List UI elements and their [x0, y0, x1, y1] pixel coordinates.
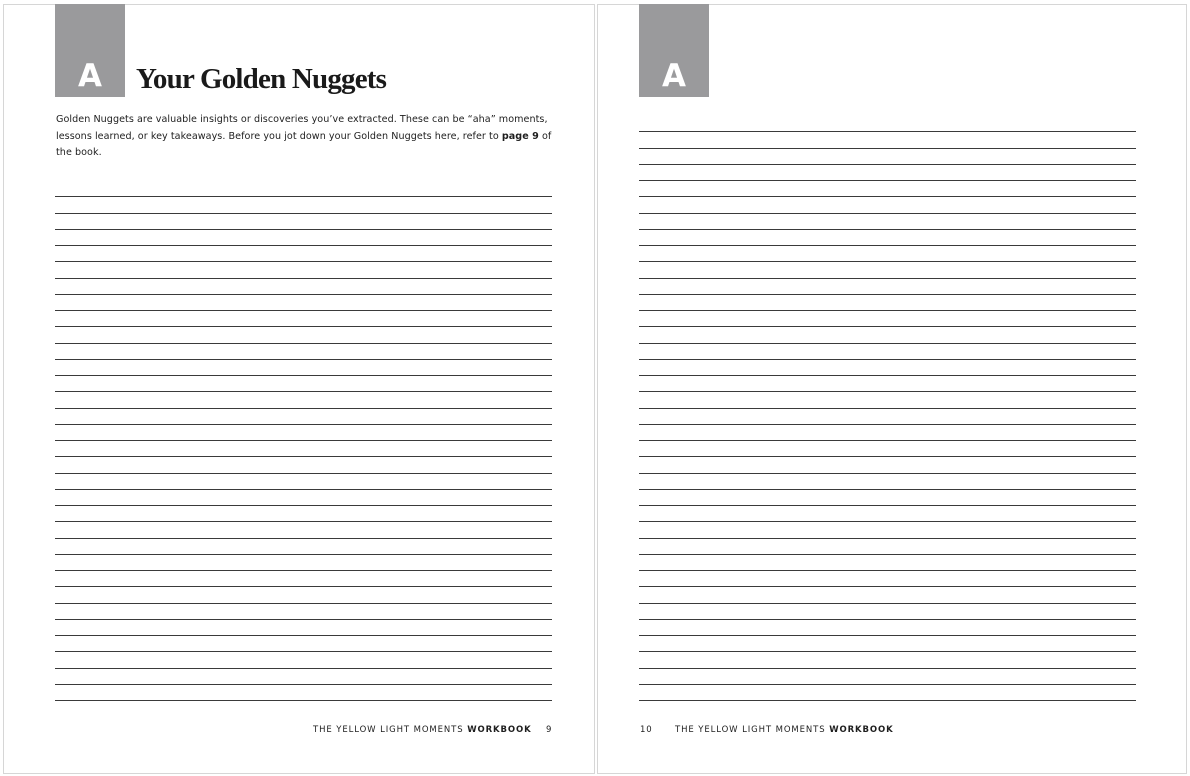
writing-line[interactable]	[639, 587, 1136, 603]
writing-line[interactable]	[55, 669, 552, 685]
section-tab	[55, 4, 125, 97]
writing-line[interactable]	[55, 279, 552, 295]
footer-title-bold: WORKBOOK	[467, 725, 532, 735]
writing-line[interactable]	[639, 311, 1136, 327]
footer-book-title	[313, 725, 532, 735]
writing-line[interactable]	[639, 262, 1136, 278]
writing-line[interactable]	[639, 457, 1136, 473]
footer-book-title	[675, 725, 894, 735]
page-number: 10	[640, 725, 653, 735]
writing-line[interactable]	[639, 652, 1136, 668]
footer-title-bold: WORKBOOK	[829, 725, 894, 735]
intro-text: Golden Nuggets are valuable insights or discoveries you’ve extracted. These can be “aha” moments, lessons learned, or key takeaways. Before you jot down your Golden Nuggets here, refer to	[56, 114, 548, 142]
writing-line[interactable]	[639, 636, 1136, 652]
intro-text-end: of the book.	[56, 130, 552, 158]
writing-line[interactable]	[639, 620, 1136, 636]
page-title: Your Golden Nuggets	[136, 63, 387, 95]
writing-line[interactable]	[55, 555, 552, 571]
writing-line[interactable]	[639, 506, 1136, 522]
writing-line[interactable]	[55, 262, 552, 278]
intro-paragraph	[56, 112, 554, 162]
writing-line[interactable]	[639, 539, 1136, 555]
left-page	[3, 4, 595, 774]
writing-line[interactable]	[639, 425, 1136, 441]
writing-line[interactable]	[55, 490, 552, 506]
writing-line[interactable]	[55, 246, 552, 262]
section-letter: A	[78, 58, 102, 94]
writing-line[interactable]	[55, 181, 552, 197]
writing-line[interactable]	[55, 311, 552, 327]
writing-line[interactable]	[639, 392, 1136, 408]
writing-line[interactable]	[55, 197, 552, 213]
writing-line[interactable]	[639, 327, 1136, 343]
writing-line[interactable]	[639, 246, 1136, 262]
writing-lines[interactable]	[639, 116, 1136, 701]
writing-line[interactable]	[55, 360, 552, 376]
page-number: 9	[546, 725, 553, 735]
writing-line[interactable]	[639, 149, 1136, 165]
footer-title-regular: THE YELLOW LIGHT MOMENTS	[675, 725, 830, 735]
writing-line[interactable]	[55, 522, 552, 538]
writing-line[interactable]	[639, 181, 1136, 197]
writing-line[interactable]	[639, 344, 1136, 360]
writing-line[interactable]	[55, 376, 552, 392]
writing-line[interactable]	[55, 295, 552, 311]
writing-line[interactable]	[639, 490, 1136, 506]
writing-line[interactable]	[55, 230, 552, 246]
writing-line[interactable]	[639, 197, 1136, 213]
writing-line[interactable]	[639, 165, 1136, 181]
writing-line[interactable]	[639, 360, 1136, 376]
writing-line[interactable]	[639, 376, 1136, 392]
writing-line[interactable]	[55, 685, 552, 701]
writing-line[interactable]	[639, 214, 1136, 230]
writing-line[interactable]	[639, 116, 1136, 132]
writing-line[interactable]	[639, 279, 1136, 295]
writing-line[interactable]	[55, 652, 552, 668]
writing-line[interactable]	[55, 344, 552, 360]
section-letter: A	[662, 58, 686, 94]
writing-line[interactable]	[639, 685, 1136, 701]
writing-line[interactable]	[639, 132, 1136, 148]
writing-line[interactable]	[55, 441, 552, 457]
writing-line[interactable]	[55, 392, 552, 408]
writing-line[interactable]	[55, 409, 552, 425]
section-tab	[639, 4, 709, 97]
writing-line[interactable]	[55, 457, 552, 473]
writing-line[interactable]	[55, 474, 552, 490]
writing-line[interactable]	[55, 327, 552, 343]
writing-line[interactable]	[639, 295, 1136, 311]
writing-line[interactable]	[55, 620, 552, 636]
writing-line[interactable]	[639, 474, 1136, 490]
right-page	[597, 4, 1187, 774]
writing-line[interactable]	[639, 571, 1136, 587]
writing-line[interactable]	[55, 425, 552, 441]
footer-title-regular: THE YELLOW LIGHT MOMENTS	[313, 725, 468, 735]
writing-line[interactable]	[639, 230, 1136, 246]
writing-line[interactable]	[55, 636, 552, 652]
writing-line[interactable]	[55, 214, 552, 230]
intro-page-reference: page 9	[501, 130, 539, 142]
writing-lines[interactable]	[55, 181, 552, 701]
writing-line[interactable]	[55, 506, 552, 522]
writing-line[interactable]	[639, 441, 1136, 457]
writing-line[interactable]	[639, 604, 1136, 620]
writing-line[interactable]	[639, 669, 1136, 685]
writing-line[interactable]	[55, 604, 552, 620]
writing-line[interactable]	[55, 539, 552, 555]
writing-line[interactable]	[55, 571, 552, 587]
writing-line[interactable]	[639, 522, 1136, 538]
writing-line[interactable]	[639, 555, 1136, 571]
writing-line[interactable]	[55, 587, 552, 603]
writing-line[interactable]	[639, 409, 1136, 425]
